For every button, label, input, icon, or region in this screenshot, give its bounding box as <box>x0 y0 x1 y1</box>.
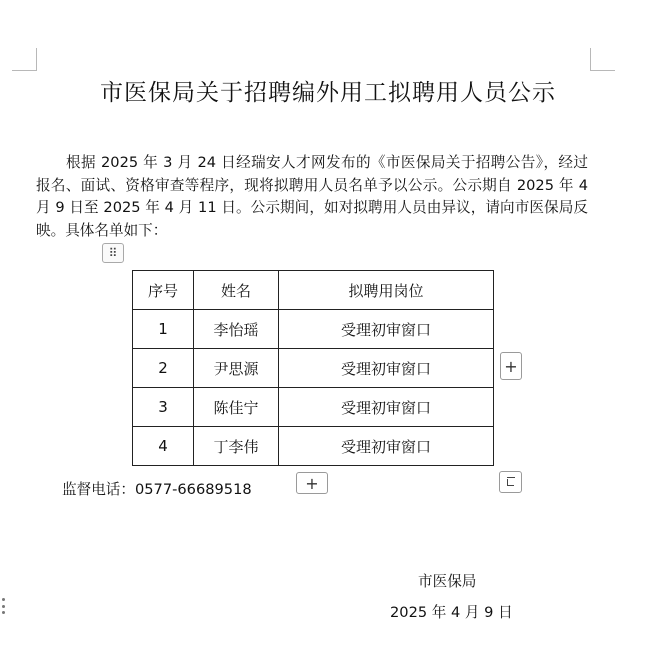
cell-name[interactable]: 陈佳宁 <box>194 388 279 427</box>
staff-table <box>132 270 494 466</box>
add-row-button[interactable] <box>500 352 522 380</box>
header-name: 姓名 <box>194 271 279 310</box>
page-corner-mark-top-right <box>590 48 615 71</box>
table-header-row <box>133 271 494 310</box>
cell-no[interactable]: 2 <box>133 349 194 388</box>
plus-icon: + <box>305 473 319 493</box>
signature-date: 2025 年 4 月 9 日 <box>390 604 513 621</box>
cell-no[interactable]: 4 <box>133 427 194 466</box>
header-no: 序号 <box>133 271 194 310</box>
table-row <box>133 427 494 466</box>
header-post: 拟聘用岗位 <box>279 271 494 310</box>
table-row <box>133 349 494 388</box>
cell-name[interactable]: 李怡瑶 <box>194 310 279 349</box>
table-move-handle[interactable] <box>102 243 124 263</box>
move-handle-icon: ⠿ <box>108 246 118 260</box>
side-drag-handle-icon[interactable] <box>0 598 6 614</box>
cell-post[interactable]: 受理初审窗口 <box>279 310 494 349</box>
cell-name[interactable]: 尹思源 <box>194 349 279 388</box>
dot <box>2 598 5 601</box>
dot <box>2 605 5 608</box>
cell-post[interactable]: 受理初审窗口 <box>279 388 494 427</box>
page-corner-mark-top-left <box>12 48 37 71</box>
cell-post[interactable]: 受理初审窗口 <box>279 349 494 388</box>
plus-icon: + <box>504 356 518 376</box>
cell-post[interactable]: 受理初审窗口 <box>279 427 494 466</box>
table-resize-handle[interactable] <box>499 471 522 493</box>
body-paragraph: 根据 2025 年 3 月 24 日经瑞安人才网发布的《市医保局关于招聘公告》，经过报名、面试、资格审查等程序，现将拟聘用人员名单予以公示。公示期自 2025 年 4 月 9 日至 2025 年 4 月 11 日。公示期间，如对拟聘用人员由异议，请向市医保局反映。具体名单如下： <box>36 154 588 239</box>
signature-organization: 市医保局 <box>418 573 477 590</box>
dot <box>2 611 5 614</box>
resize-icon-corner <box>507 479 514 486</box>
supervision-hotline: 监督电话：0577-66689518 <box>62 481 252 498</box>
table-row <box>133 310 494 349</box>
table-row <box>133 388 494 427</box>
cell-no[interactable]: 1 <box>133 310 194 349</box>
add-column-button[interactable] <box>296 472 328 494</box>
document-title: 市医保局关于招聘编外用工拟聘用人员公示 <box>100 80 556 106</box>
cell-no[interactable]: 3 <box>133 388 194 427</box>
cell-name[interactable]: 丁李伟 <box>194 427 279 466</box>
resize-icon <box>507 477 515 478</box>
